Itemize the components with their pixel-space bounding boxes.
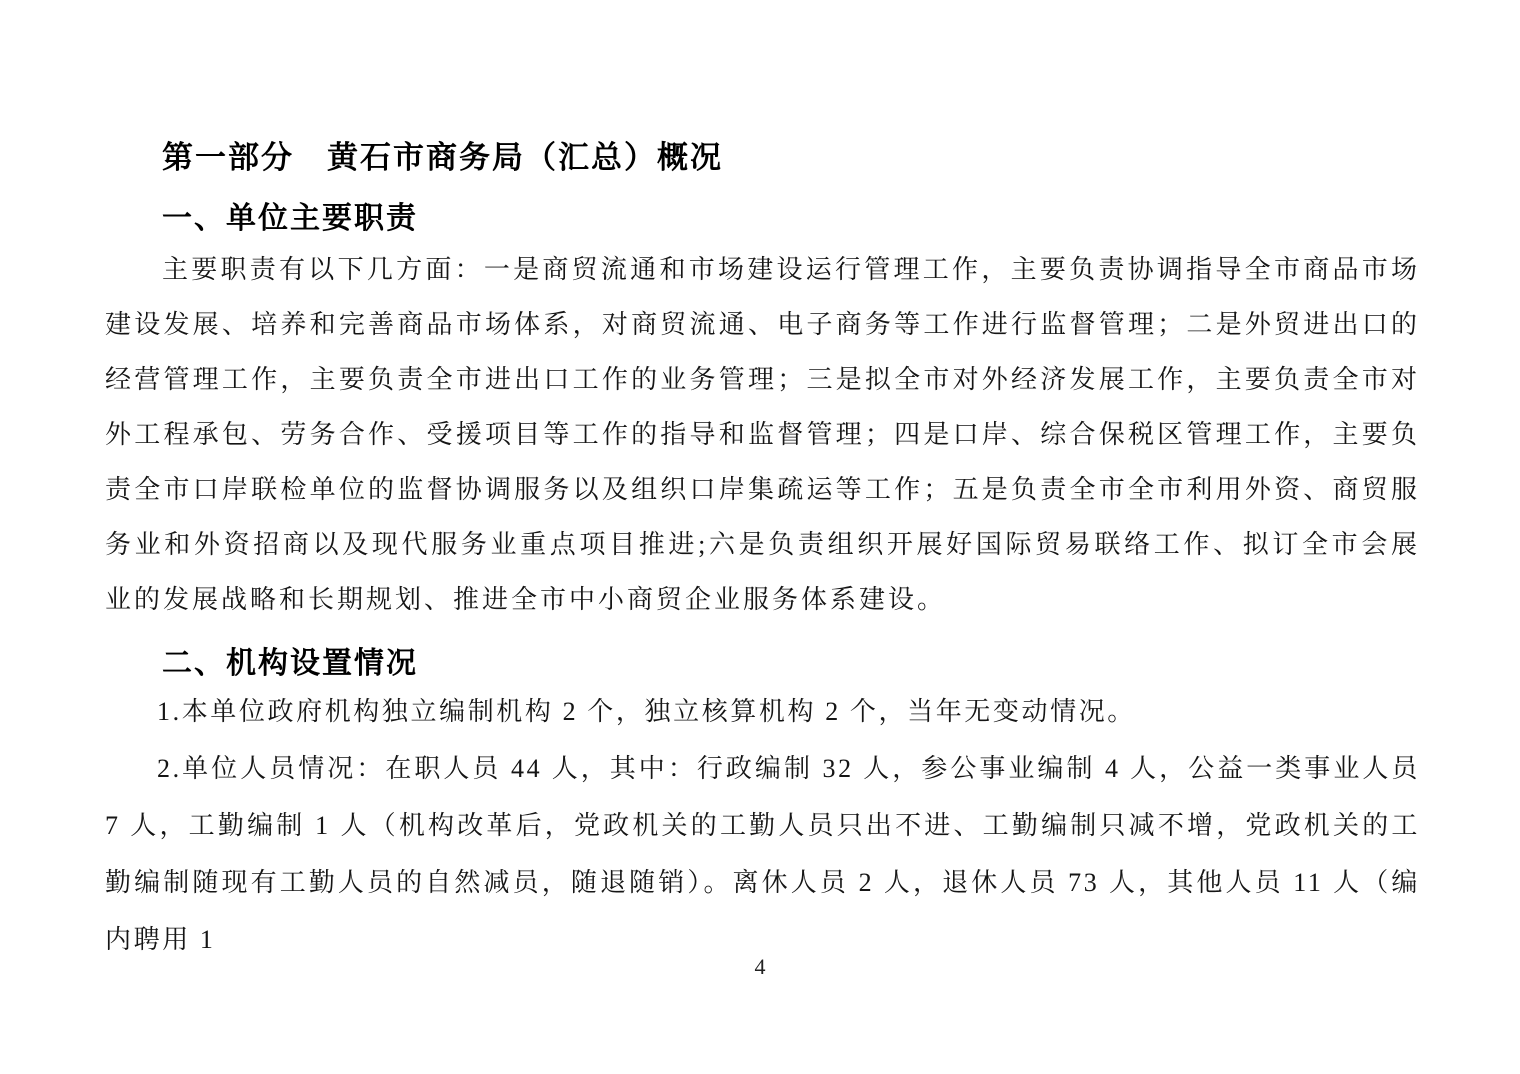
- section-1-heading: 一、单位主要职责: [162, 202, 418, 235]
- section-2-paragraph-2: 2.单位人员情况：在职人员 44 人，其中：行政编制 32 人，参公事业编制 4 人，公益一类事业人员 7 人，工勤编制 1 人（机构改革后，党政机关的工勤人员只出不进、工勤编制只减不增，党政机关的工勤编制随现有工勤人员的自然减员，随退随销）。离休人员 2 人，退休人员 73 人，其他人员 11 人（编内聘用 1: [105, 754, 1420, 954]
- section-2-paragraph-1: 1.本单位政府机构独立编制机构 2 个，独立核算机构 2 个，当年无变动情况。: [157, 697, 1136, 726]
- page-content: [105, 140, 1420, 968]
- page-number: 4: [754, 954, 766, 979]
- section-2-heading: 二、机构设置情况: [162, 647, 418, 680]
- document-title: 第一部分 黄石市商务局（汇总）概况: [162, 140, 723, 175]
- section-1-paragraph: 主要职责有以下几方面：一是商贸流通和市场建设运行管理工作，主要负责协调指导全市商品市场建设发展、培养和完善商品市场体系，对商贸流通、电子商务等工作进行监督管理；二是外贸进出口的经营管理工作，主要负责全市进出口工作的业务管理；三是拟全市对外经济发展工作，主要负责全市对外工程承包、劳务合作、受援项目等工作的指导和监督管理；四是口岸、综合保税区管理工作，主要负责全市口岸联检单位的监督协调服务以及组织口岸集疏运等工作；五是负责全市全市利用外资、商贸服务业和外资招商以及现代服务业重点项目推进;六是负责组织开展好国际贸易联络工作、拟订全市会展业的发展战略和长期规划、推进全市中小商贸企业服务体系建设。: [105, 255, 1420, 614]
